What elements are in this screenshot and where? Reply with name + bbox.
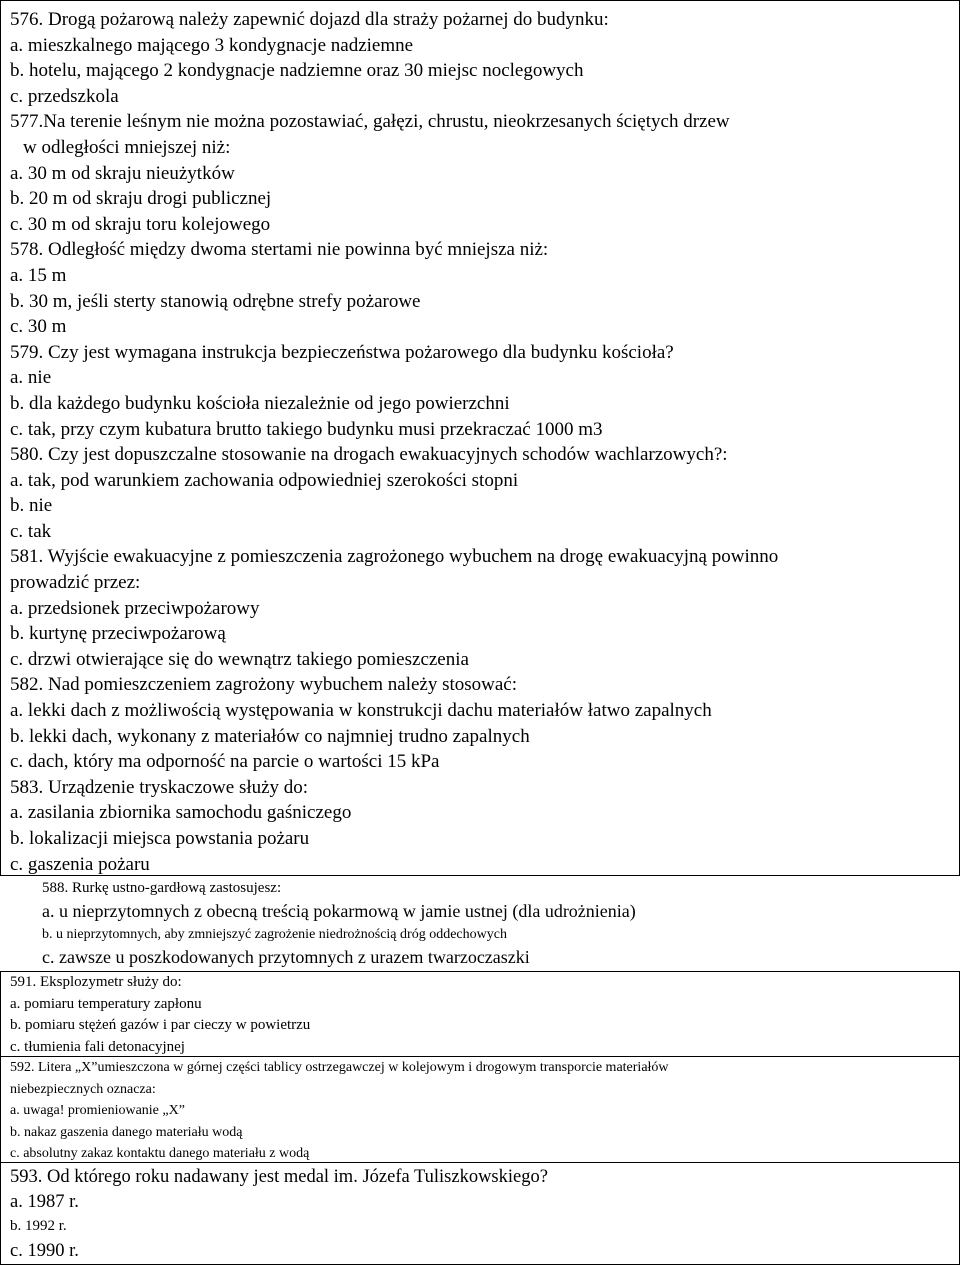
answer-583-b: b. lokalizacji miejsca powstania pożaru [10,828,310,849]
question-578: 578. Odległość między dwoma stertami nie powinna być mniejsza niż: [10,239,549,261]
question-block-588 [0,877,960,971]
answer-581-c: c. drzwi otwierające się do wewnątrz takiego pomieszczenia [10,648,469,670]
answer-577-b: b. 20 m od skraju drogi publicznej [10,188,272,210]
answer-576-b: b. hotelu, mającego 2 kondygnacje nadziemne oraz 30 miejsc noclegowych [10,60,584,82]
answer-578-c: c. 30 m [10,316,67,338]
question-577: 577.Na terenie leśnym nie można pozostawiać, gałęzi, chrustu, nieokrzesanych ściętych drzew [10,111,730,133]
answer-577-a: a. 30 m od skraju nieużytków [10,162,235,184]
question-583: 583. Urządzenie tryskaczowe służy do: [10,776,309,798]
answer-577-c: c. 30 m od skraju toru kolejowego [10,213,271,235]
question-581: 581. Wyjście ewakuacyjne z pomieszczenia zagrożonego wybuchem na drogę ewakuacyjną powinno [10,546,779,568]
question-579: 579. Czy jest wymagana instrukcja bezpieczeństwa pożarowego dla budynku kościoła? [10,341,674,363]
answer-579-c: c. tak, przy czym kubatura brutto takiego budynku musi przekraczać 1000 m3 [10,418,603,440]
question-577-continuation: w odległości mniejszej niż: [23,136,231,158]
answer-583-a: a. zasilania zbiornika samochodu gaśniczego [10,802,352,824]
answer-579-b: b. dla każdego budynku kościoła niezależnie od jego powierzchni [10,392,510,414]
answer-593-c: c. 1990 r. [10,1240,79,1261]
answer-592-a: a. uwaga! promieniowanie „X” [10,1103,185,1118]
answer-582-a: a. lekki dach z możliwością występowania w konstrukcji dachu materiałów łatwo zapalnych [10,700,712,722]
answer-576-c: c. przedszkola [10,85,119,107]
answer-576-a: a. mieszkalnego mającego 3 kondygnacje nadziemne [10,34,414,56]
question-block-593 [0,1162,960,1265]
answer-582-c: c. dach, który ma odporność na parcie o wartości 15 kPa [10,751,440,773]
answer-581-a: a. przedsionek przeciwpożarowy [10,597,260,619]
answer-580-c: c. tak [10,520,52,542]
question-592-continuation: niebezpiecznych oznacza: [10,1081,156,1097]
answer-581-b: b. kurtynę przeciwpożarową [10,623,226,645]
answer-580-a: a. tak, pod warunkiem zachowania odpowiedniej szerokości stopni [10,469,519,491]
question-block-592 [0,1056,960,1163]
answer-578-a: a. 15 m [10,264,67,286]
answer-591-c: c. tłumienia fali detonacyjnej [10,1038,185,1055]
answer-593-a: a. 1987 r. [10,1191,79,1212]
question-block-591 [0,971,960,1057]
answer-583-c: c. gaszenia pożaru [10,853,150,875]
answer-591-a: a. pomiaru temperatury zapłonu [10,995,202,1012]
answer-588-c: c. zawsze u poszkodowanych przytomnych z urazem twarzoczaszki [42,947,530,967]
answer-592-c: c. absolutny zakaz kontaktu danego materiału z wodą [10,1146,310,1161]
question-591: 591. Eksplozymetr służy do: [10,974,182,990]
question-582: 582. Nad pomieszczeniem zagrożony wybuchem należy stosować: [10,674,518,696]
question-580: 580. Czy jest dopuszczalne stosowanie na drogach ewakuacyjnych schodów wachlarzowych?: [10,444,728,466]
answer-593-b: b. 1992 r. [10,1218,67,1235]
answer-591-b: b. pomiaru stężeń gazów i par cieczy w powietrzu [10,1017,311,1033]
answer-588-a: a. u nieprzytomnych z obecną treścią pokarmową w jamie ustnej (dla udrożnienia) [42,901,636,921]
question-592: 592. Litera „X”umieszczona w górnej części tablicy ostrzegawczej w kolejowym i drogowym transporcie materiałów [10,1060,669,1075]
answer-579-a: a. nie [10,367,52,389]
question-581-continuation: prowadzić przez: [10,572,141,594]
answer-582-b: b. lekki dach, wykonany z materiałów co najmniej trudno zapalnych [10,725,530,747]
question-588: 588. Rurkę ustno-gardłową zastosujesz: [42,880,282,896]
answer-588-b: b. u nieprzytomnych, aby zmniejszyć zagrożenie niedrożnością dróg oddechowych [42,927,507,942]
answer-580-b: b. nie [10,495,53,517]
question-576: 576. Drogą pożarową należy zapewnić dojazd dla straży pożarnej do budynku: [10,9,609,30]
answer-592-b: b. nakaz gaszenia danego materiału wodą [10,1124,243,1140]
question-593: 593. Od którego roku nadawany jest medal im. Józefa Tuliszkowskiego? [10,1167,548,1187]
answer-578-b: b. 30 m, jeśli sterty stanowią odrębne strefy pożarowe [10,290,421,312]
